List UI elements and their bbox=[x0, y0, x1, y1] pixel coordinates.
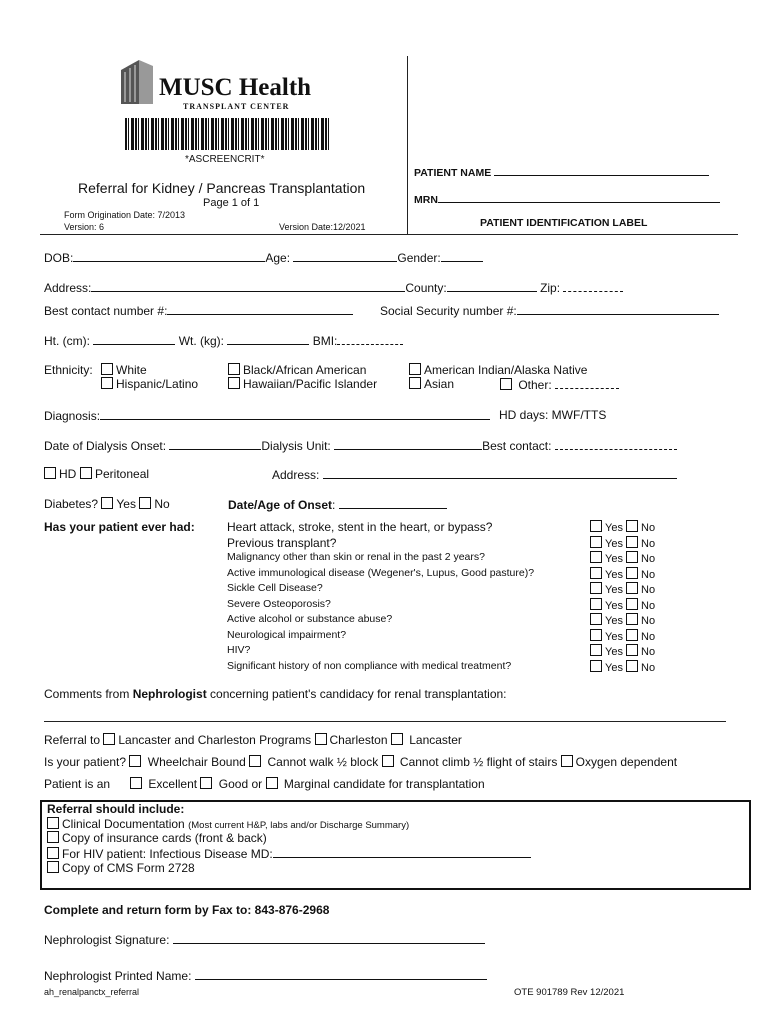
gender-field[interactable] bbox=[441, 250, 483, 262]
include-item-2[interactable] bbox=[47, 831, 267, 845]
is-patient-label: Is your patient? bbox=[44, 755, 127, 769]
unit-address-row bbox=[272, 467, 677, 482]
weight-field[interactable] bbox=[227, 333, 309, 345]
comments-line[interactable] bbox=[44, 721, 726, 722]
history-no-checkbox[interactable] bbox=[626, 567, 638, 579]
patient-name-field[interactable] bbox=[414, 164, 709, 179]
fax-instructions: Complete and return form by Fax to: 843-876-2968 bbox=[44, 903, 330, 917]
peritoneal-option[interactable] bbox=[80, 467, 149, 481]
cannot-climb-checkbox[interactable] bbox=[382, 755, 394, 767]
history-yes-no bbox=[590, 598, 655, 612]
version: Version: 6 bbox=[64, 222, 105, 232]
history-yes-no bbox=[590, 551, 655, 565]
header-divider bbox=[407, 56, 408, 234]
history-no-checkbox[interactable] bbox=[626, 660, 638, 672]
include-item-4-label: Copy of CMS Form 2728 bbox=[62, 861, 195, 875]
dob-field[interactable] bbox=[73, 250, 265, 262]
diabetes-label: Diabetes? bbox=[44, 497, 99, 511]
barcode bbox=[125, 118, 331, 150]
good-checkbox[interactable] bbox=[200, 777, 212, 789]
history-yes-checkbox[interactable] bbox=[590, 536, 602, 548]
signature-label: Nephrologist Signature: bbox=[44, 933, 170, 947]
printed-name-label: Nephrologist Printed Name: bbox=[44, 969, 192, 983]
ssn-row bbox=[380, 303, 719, 318]
include-item-1[interactable] bbox=[47, 817, 409, 831]
eth-other-label: Other: bbox=[518, 378, 552, 392]
include-item-3-label: For HIV patient: Infectious Disease MD: bbox=[62, 847, 273, 861]
history-no-checkbox[interactable] bbox=[626, 520, 638, 532]
eth-white-option[interactable] bbox=[101, 363, 147, 377]
checkbox[interactable] bbox=[500, 378, 512, 390]
history-no-checkbox[interactable] bbox=[626, 644, 638, 656]
yes-label: Yes bbox=[605, 599, 623, 612]
measurements-row bbox=[44, 333, 403, 348]
onset-row bbox=[228, 497, 447, 512]
peritoneal-label: Peritoneal bbox=[95, 467, 150, 481]
history-no-checkbox[interactable] bbox=[626, 582, 638, 594]
excellent-checkbox[interactable] bbox=[130, 777, 142, 789]
checkbox[interactable] bbox=[44, 467, 56, 479]
eth-native-label: American Indian/Alaska Native bbox=[424, 363, 588, 377]
yes-label: Yes bbox=[605, 615, 623, 627]
no-label: No bbox=[641, 646, 656, 658]
include-item-2-label: Copy of insurance cards (front & back) bbox=[62, 831, 267, 845]
history-question: Neurological impairment? bbox=[227, 628, 347, 641]
eth-other-option[interactable] bbox=[500, 377, 619, 392]
checkbox[interactable] bbox=[80, 467, 92, 479]
diagnosis-row bbox=[44, 408, 490, 423]
hd-days: HD days: MWF/TTS bbox=[499, 408, 607, 422]
history-question: Sickle Cell Disease? bbox=[227, 582, 323, 594]
history-no-checkbox[interactable] bbox=[626, 598, 638, 610]
history-question: Previous transplant? bbox=[227, 535, 337, 550]
eth-hawaiian-option[interactable] bbox=[228, 377, 377, 391]
id-label: PATIENT IDENTIFICATION LABEL bbox=[480, 217, 648, 229]
eth-black-label: Black/African American bbox=[243, 363, 367, 377]
ote-code: OTE 901789 Rev 12/2021 bbox=[514, 987, 625, 998]
history-yes-no bbox=[590, 536, 655, 550]
history-yes-checkbox[interactable] bbox=[590, 520, 602, 532]
history-no-checkbox[interactable] bbox=[626, 613, 638, 625]
history-yes-no bbox=[590, 613, 655, 627]
logo-subtitle: TRANSPLANT CENTER bbox=[183, 102, 290, 111]
dialysis-unit-field[interactable] bbox=[334, 438, 482, 450]
diabetes-yes-checkbox[interactable] bbox=[101, 497, 113, 509]
include-item-3[interactable] bbox=[47, 846, 531, 861]
mrn-label: MRN bbox=[414, 194, 438, 206]
yes-label: Yes bbox=[605, 537, 623, 550]
both-programs-label: Lancaster and Charleston Programs bbox=[118, 733, 312, 747]
printed-name-field[interactable] bbox=[195, 968, 487, 980]
diabetes-no-checkbox[interactable] bbox=[139, 497, 151, 509]
patient-name-label: PATIENT NAME bbox=[414, 167, 492, 179]
checkbox[interactable] bbox=[228, 377, 240, 389]
history-question: Active immunological disease (Wegener's, Lupus, Good pasture)? bbox=[227, 566, 535, 579]
wheelchair-label: Wheelchair Bound bbox=[147, 755, 246, 769]
best-contact-field[interactable] bbox=[167, 303, 353, 315]
checkbox[interactable] bbox=[47, 847, 59, 859]
county-label: County: bbox=[405, 281, 447, 295]
history-yes-no bbox=[590, 660, 655, 674]
history-yes-no bbox=[590, 520, 655, 534]
unit-address-field[interactable] bbox=[323, 467, 677, 479]
contact-row bbox=[44, 303, 353, 318]
eth-hispanic-label: Hispanic/Latino bbox=[116, 377, 199, 391]
mrn-field[interactable] bbox=[414, 191, 720, 206]
history-no-checkbox[interactable] bbox=[626, 551, 638, 563]
origination-date: Form Origination Date: 7/2013 bbox=[64, 210, 186, 220]
bmi-field[interactable] bbox=[337, 333, 403, 345]
onset-label: Date/Age of Onset bbox=[228, 498, 333, 512]
logo bbox=[119, 58, 339, 114]
history-question: HIV? bbox=[227, 644, 251, 656]
diabetes-row bbox=[44, 497, 170, 511]
file-code: ah_renalpanctx_referral bbox=[44, 987, 140, 997]
yes-label: Yes bbox=[605, 568, 623, 581]
comments-suffix: concerning patient's candidacy for renal transplantation: bbox=[206, 687, 507, 701]
include-item-4[interactable] bbox=[47, 861, 195, 875]
history-question: Significant history of non compliance with medical treatment? bbox=[227, 659, 512, 672]
signature-row bbox=[44, 932, 485, 947]
history-yes-no bbox=[590, 582, 655, 596]
history-no-checkbox[interactable] bbox=[626, 629, 638, 641]
onset-field[interactable] bbox=[339, 497, 447, 509]
no-label: No bbox=[641, 568, 656, 581]
candidate-row bbox=[44, 777, 485, 791]
eth-asian-option[interactable] bbox=[409, 377, 454, 391]
wheelchair-checkbox[interactable] bbox=[129, 755, 141, 767]
yes-label: Yes bbox=[605, 646, 623, 658]
no-label: No bbox=[641, 537, 656, 550]
yes-label: Yes bbox=[605, 584, 623, 596]
history-yes-no bbox=[590, 644, 655, 658]
cannot-climb-label: Cannot climb ½ flight of stairs bbox=[399, 755, 558, 769]
height-label: Ht. (cm): bbox=[44, 334, 90, 348]
excellent-label: Excellent bbox=[148, 777, 198, 791]
logo-name: MUSC Health bbox=[159, 74, 312, 101]
history-label: Has your patient ever had: bbox=[44, 520, 195, 534]
diagnosis-field[interactable] bbox=[100, 408, 490, 420]
height-field[interactable] bbox=[93, 333, 175, 345]
onset-colon: : bbox=[332, 498, 336, 512]
charleston-label: Charleston bbox=[329, 733, 388, 747]
yes-label: Yes bbox=[605, 553, 623, 565]
referral-to-row bbox=[44, 733, 462, 747]
include-title: Referral should include: bbox=[47, 802, 185, 816]
eth-hawaiian-label: Hawaiian/Pacific Islander bbox=[243, 377, 378, 391]
include-item-1-label: Clinical Documentation bbox=[62, 817, 185, 831]
oxygen-label: Oxygen dependent bbox=[575, 755, 678, 769]
checkbox[interactable] bbox=[409, 363, 421, 375]
ssn-field[interactable] bbox=[517, 303, 719, 315]
age-field[interactable] bbox=[293, 250, 397, 262]
dialysis-row bbox=[44, 438, 677, 453]
header-bottom-line bbox=[40, 234, 738, 235]
history-no-checkbox[interactable] bbox=[626, 536, 638, 548]
printed-name-row bbox=[44, 968, 487, 983]
county-field[interactable] bbox=[447, 280, 537, 292]
address-field[interactable] bbox=[91, 280, 405, 292]
no-label: No bbox=[641, 661, 656, 674]
referral-to-label: Referral to bbox=[44, 733, 101, 747]
no-label: No bbox=[641, 615, 656, 627]
page-number: Page 1 of 1 bbox=[203, 197, 260, 209]
address-label: Address: bbox=[44, 281, 92, 295]
dialysis-onset-label: Date of Dialysis Onset: bbox=[44, 439, 167, 453]
checkbox[interactable] bbox=[409, 377, 421, 389]
dialysis-unit-label: Dialysis Unit: bbox=[261, 439, 331, 453]
age-label: Age: bbox=[265, 251, 291, 265]
comments-prefix: Comments from bbox=[44, 687, 133, 701]
no-label: No bbox=[641, 599, 656, 612]
checkbox[interactable] bbox=[47, 861, 59, 873]
checkbox[interactable] bbox=[47, 831, 59, 843]
eth-hispanic-option[interactable] bbox=[101, 377, 198, 391]
eth-native-option[interactable] bbox=[409, 363, 587, 377]
bmi-label: BMI: bbox=[312, 334, 338, 348]
history-yes-checkbox[interactable] bbox=[590, 660, 602, 672]
comments-label bbox=[44, 687, 507, 701]
cannot-walk-label: Cannot walk ½ block bbox=[267, 755, 379, 769]
hd-label: HD bbox=[59, 467, 77, 481]
history-yes-checkbox[interactable] bbox=[590, 629, 602, 641]
oxygen-checkbox[interactable] bbox=[561, 755, 573, 767]
eth-asian-label: Asian bbox=[424, 377, 455, 391]
zip-label: Zip: bbox=[540, 281, 561, 295]
history-yes-checkbox[interactable] bbox=[590, 644, 602, 656]
dialysis-best-contact-label: Best contact: bbox=[482, 439, 552, 453]
history-yes-checkbox[interactable] bbox=[590, 551, 602, 563]
no-label: No bbox=[641, 522, 656, 534]
dob-row bbox=[44, 250, 483, 265]
checkbox[interactable] bbox=[101, 377, 113, 389]
checkbox[interactable] bbox=[101, 363, 113, 375]
patient-status-row bbox=[44, 755, 677, 769]
lancaster-label: Lancaster bbox=[409, 733, 462, 747]
both-programs-checkbox[interactable] bbox=[103, 733, 115, 745]
yes-label: Yes bbox=[605, 661, 623, 674]
weight-label: Wt. (kg): bbox=[178, 334, 225, 348]
checkbox[interactable] bbox=[228, 363, 240, 375]
diagnosis-label: Diagnosis: bbox=[44, 409, 101, 423]
good-label: Good or bbox=[218, 777, 263, 791]
gender-label: Gender: bbox=[397, 251, 441, 265]
history-yes-checkbox[interactable] bbox=[590, 567, 602, 579]
signature-field[interactable] bbox=[173, 932, 485, 944]
no-label: No bbox=[641, 584, 656, 596]
zip-field[interactable] bbox=[563, 280, 623, 292]
lancaster-checkbox[interactable] bbox=[391, 733, 403, 745]
eth-white-label: White bbox=[116, 363, 147, 377]
dialysis-best-contact-field[interactable] bbox=[555, 438, 677, 450]
eth-black-option[interactable] bbox=[228, 363, 366, 377]
building-logo-icon bbox=[119, 58, 159, 106]
patient-is-label: Patient is an bbox=[44, 777, 111, 791]
marginal-checkbox[interactable] bbox=[266, 777, 278, 789]
no-label: No bbox=[641, 553, 656, 565]
history-question: Active alcohol or substance abuse? bbox=[227, 613, 393, 625]
barcode-text: *ASCREENCRIT* bbox=[185, 154, 265, 165]
history-yes-checkbox[interactable] bbox=[590, 613, 602, 625]
history-question: Malignancy other than skin or renal in the past 2 years? bbox=[227, 551, 485, 563]
hd-option[interactable] bbox=[44, 467, 76, 481]
unit-address-label: Address: bbox=[272, 468, 320, 482]
no-label: No bbox=[154, 497, 170, 511]
yes-label: Yes bbox=[116, 497, 136, 511]
address-row bbox=[44, 280, 623, 295]
history-yes-checkbox[interactable] bbox=[590, 582, 602, 594]
dob-label: DOB: bbox=[44, 251, 74, 265]
yes-label: Yes bbox=[605, 522, 623, 534]
history-yes-checkbox[interactable] bbox=[590, 598, 602, 610]
history-yes-no bbox=[590, 629, 655, 643]
version-date: Version Date:12/2021 bbox=[279, 222, 366, 232]
ethnicity-label: Ethnicity: bbox=[44, 363, 93, 377]
history-yes-no bbox=[590, 567, 655, 581]
history-question: Heart attack, stroke, stent in the heart, or bypass? bbox=[227, 520, 493, 534]
marginal-label: Marginal candidate for transplantation bbox=[283, 777, 485, 791]
charleston-checkbox[interactable] bbox=[315, 733, 327, 745]
form-title: Referral for Kidney / Pancreas Transplantation bbox=[78, 180, 366, 196]
dialysis-onset-field[interactable] bbox=[169, 438, 261, 450]
include-item-1-note: (Most current H&P, labs and/or Discharge Summary) bbox=[188, 820, 410, 831]
cannot-walk-checkbox[interactable] bbox=[249, 755, 261, 767]
comments-bold: Nephrologist bbox=[132, 687, 207, 701]
ssn-label: Social Security number #: bbox=[380, 304, 517, 318]
yes-label: Yes bbox=[605, 630, 623, 643]
history-question: Severe Osteoporosis? bbox=[227, 597, 331, 610]
checkbox[interactable] bbox=[47, 817, 59, 829]
no-label: No bbox=[641, 630, 656, 643]
best-contact-label: Best contact number #: bbox=[44, 304, 168, 318]
